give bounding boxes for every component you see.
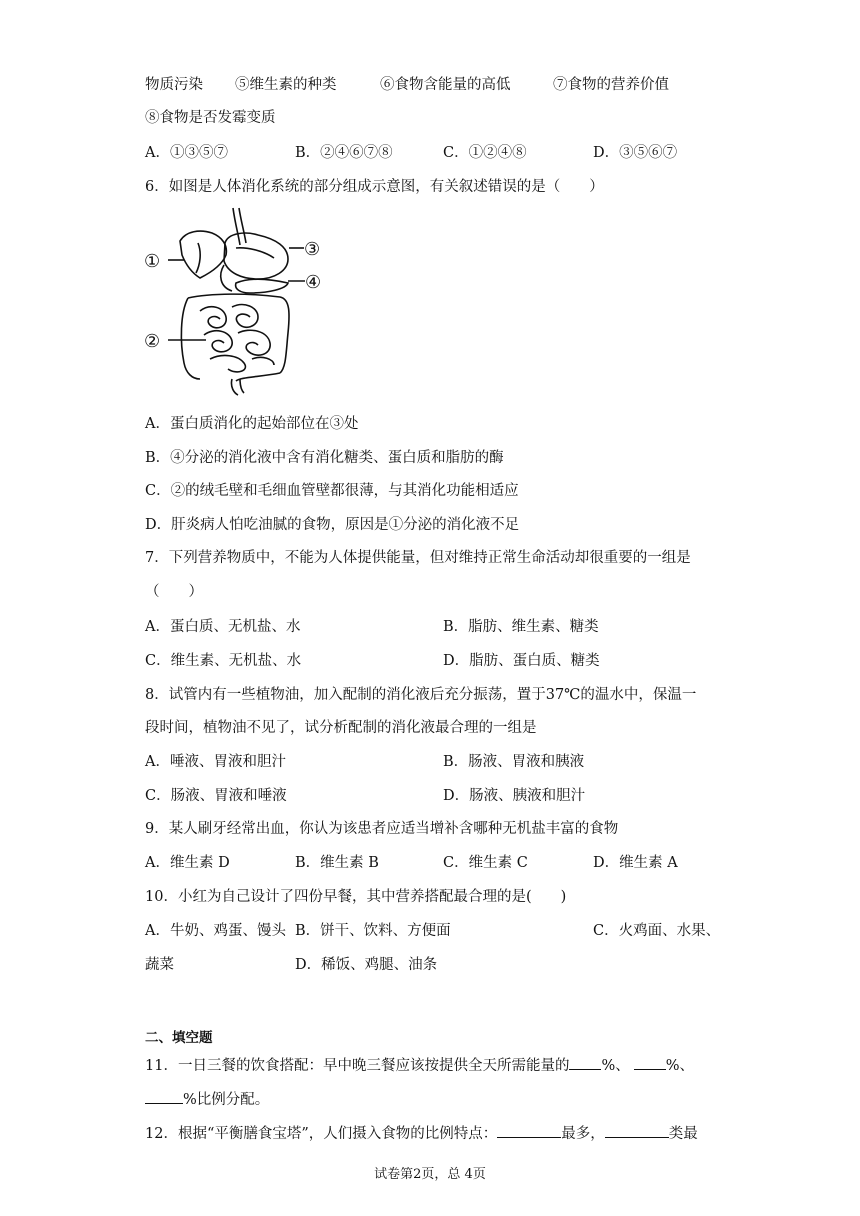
option-b: B．②④⑥⑦⑧	[295, 145, 393, 161]
option-d: D．维生素 A	[593, 855, 678, 871]
q5-item: ⑤维生素的种类	[235, 77, 337, 93]
option-c: C．肠液、胃液和唾液	[145, 788, 287, 804]
option-a: A．维生素 D	[145, 855, 230, 871]
q12-text: 最多，	[561, 1126, 605, 1142]
label-2: ②	[144, 331, 161, 352]
digestive-system-illustration	[140, 203, 330, 398]
label-3: ③	[304, 239, 321, 260]
q6-stem: 6．如图是人体消化系统的部分组成示意图，有关叙述错误的是（ ）	[145, 179, 604, 195]
option-a: A．牛奶、鸡蛋、馒头	[145, 923, 286, 939]
option-c: C．维生素 C	[443, 855, 528, 871]
option-c: C．火鸡面、水果、	[593, 923, 721, 939]
option-c: C．维生素、无机盐、水	[145, 653, 302, 669]
q6-option-c: C．②的绒毛壁和毛细血管壁都很薄，与其消化功能相适应	[145, 483, 519, 499]
q6-option-d: D．肝炎病人怕吃油腻的食物，原因是①分泌的消化液不足	[145, 517, 520, 533]
answer-blank[interactable]	[569, 1055, 601, 1070]
answer-blank[interactable]	[634, 1055, 666, 1070]
q10-stem: 10．小红为自己设计了四份早餐，其中营养搭配最合理的是( )	[145, 889, 567, 905]
option-c: C．①②④⑧	[443, 145, 527, 161]
option-b: B．肠液、胃液和胰液	[443, 754, 585, 770]
q12-text: 12．根据“平衡膳食宝塔”，人们摄入食物的比例特点：	[145, 1126, 498, 1142]
q11-text: 11．一日三餐的饮食搭配：早中晚三餐应该按提供全天所需能量的	[145, 1058, 570, 1074]
q5-item-line2: ⑧食物是否发霉变质	[145, 110, 276, 126]
answer-blank[interactable]	[605, 1123, 669, 1138]
q8-stem-line1: 8．试管内有一些植物油，加入配制的消化液后充分振荡，置于37℃的温水中，保温一	[145, 687, 697, 703]
section-title: 二、填空题	[145, 1030, 213, 1046]
digestive-system-diagram	[140, 203, 330, 398]
option-a: A．①③⑤⑦	[145, 145, 228, 161]
option-d: D．脂肪、蛋白质、糖类	[443, 653, 600, 669]
q11-text: %、	[601, 1058, 630, 1074]
option-d: D．③⑤⑥⑦	[593, 145, 678, 161]
q9-stem: 9．某人刷牙经常出血，你认为该患者应适当增补含哪种无机盐丰富的食物	[145, 821, 619, 837]
label-1: ①	[144, 251, 161, 272]
q5-item: 物质污染	[145, 77, 203, 93]
option-d: D．稀饭、鸡腿、油条	[295, 957, 438, 973]
q6-option-b: B．④分泌的消化液中含有消化糖类、蛋白质和脂肪的酶	[145, 450, 504, 466]
q11-line1	[145, 1054, 694, 1075]
q8-stem-line2: 段时间，植物油不见了，试分析配制的消化液最合理的一组是	[145, 720, 537, 736]
q7-stem-line1: 7．下列营养物质中，不能为人体提供能量，但对维持正常生命活动却很重要的一组是	[145, 550, 691, 566]
q11-text: %、	[665, 1058, 695, 1074]
q5-item: ⑦食物的营养价值	[553, 77, 669, 93]
option-a: A．唾液、胃液和胆汁	[145, 754, 286, 770]
page-footer: 试卷第2页，总 4页	[374, 1167, 486, 1182]
option-a: A．蛋白质、无机盐、水	[145, 619, 301, 635]
q12-line1	[145, 1122, 698, 1143]
q11-line2	[145, 1088, 269, 1109]
q6-option-a: A．蛋白质消化的起始部位在③处	[145, 416, 359, 432]
q7-stem-line2: （ ）	[145, 584, 203, 600]
option-b: B．维生素 B	[295, 855, 379, 871]
q11-text: %比例分配。	[183, 1092, 270, 1108]
q5-item: ⑥食物含能量的高低	[380, 77, 511, 93]
option-b: B．脂肪、维生素、糖类	[443, 619, 599, 635]
option-c-cont: 蔬菜	[145, 957, 174, 973]
option-d: D．肠液、胰液和胆汁	[443, 788, 586, 804]
option-b: B．饼干、饮料、方便面	[295, 923, 451, 939]
label-4: ④	[305, 272, 322, 293]
q12-text: 类最	[668, 1126, 698, 1142]
answer-blank[interactable]	[145, 1089, 183, 1104]
answer-blank[interactable]	[497, 1123, 561, 1138]
